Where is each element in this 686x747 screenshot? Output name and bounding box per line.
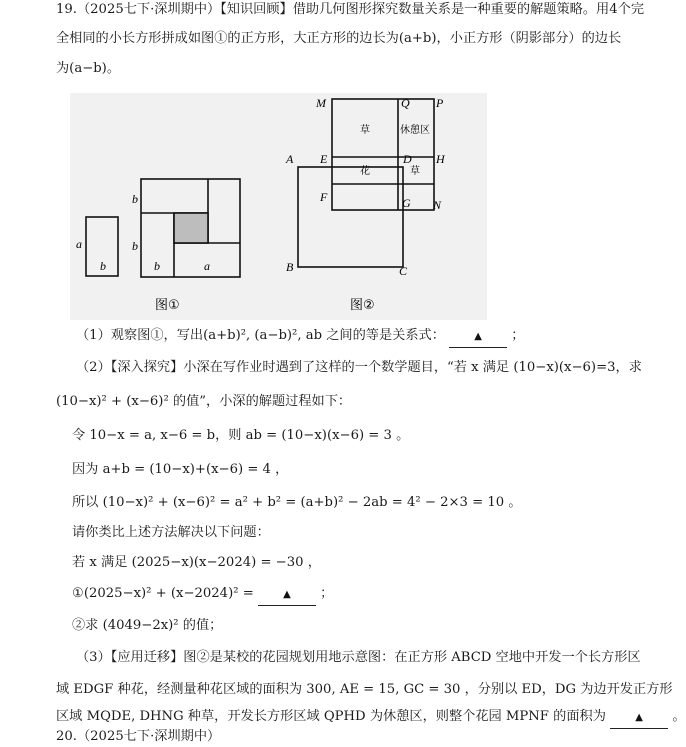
part2-prompt: 请你类比上述方法解决以下问题： xyxy=(72,525,270,540)
label-D: D xyxy=(403,152,412,166)
label-F: F xyxy=(320,190,328,204)
part3-answer-blank[interactable] xyxy=(610,707,668,729)
label-C: C xyxy=(399,264,408,278)
part3-line3-text: 区域 MQDE, DHNG 种草，开发长方形区域 QPHD 为休憩区，则整个花园 MPNF 的面积为 xyxy=(56,709,606,724)
part3-end: 。 xyxy=(672,709,686,724)
part1-text: （1）观察图①，写出(a+b)², (a−b)², ab 之间的等是关系式： xyxy=(76,328,445,343)
answer-marker-icon: ▲ xyxy=(635,712,643,723)
part2-step2: 因为 a+b = (10−x)+(x−6) = 4 ， xyxy=(72,462,289,477)
shaded-square xyxy=(174,213,208,243)
fig1-label-a-bottom: a xyxy=(204,259,210,273)
label-A: A xyxy=(286,152,294,166)
region-rest: 休憩区 xyxy=(400,125,430,136)
part2-step3: 所以 (10−x)² + (x−6)² = a² + b² = (a+b)² − 2ab = 4² − 2×3 = 10 。 xyxy=(72,495,522,510)
part1-end: ； xyxy=(511,328,525,343)
region-grass-top: 草 xyxy=(360,125,370,136)
part2-step1: 令 10−x = a, x−6 = b，则 ab = (10−x)(x−6) = 3 。 xyxy=(72,428,410,443)
fig1-label-b-side: b xyxy=(132,239,138,253)
q19-line2: 全相同的小长方形拼成如图①的正方形，大正方形的边长为(a+b)，小正方形（阴影部分）的边长 xyxy=(56,31,622,46)
fig1-label-a-left: a xyxy=(76,237,82,251)
label-H: H xyxy=(436,152,445,166)
fig2-caption: 图② xyxy=(350,298,375,313)
part2-sub1 xyxy=(72,584,333,606)
answer-marker-icon: ▲ xyxy=(474,331,482,342)
label-Q: Q xyxy=(401,96,410,110)
figure-image xyxy=(70,93,487,320)
part3-line1: （3）【应用迁移】图②是某校的花园规划用地示意图：在正方形 ABCD 空地中开发一个长方形区 xyxy=(76,650,641,665)
fig1-label-b-top: b xyxy=(132,192,138,206)
part3-line3 xyxy=(56,707,686,729)
part3-line2: 域 EDGF 种花，经测量种花区域的面积为 300, AE = 15, GC = 30 ，分别以 ED，DG 为边开发正方形 xyxy=(56,682,673,697)
part2-sub2: ②求 (4049−2x)² 的值； xyxy=(72,618,223,633)
fig1-caption: 图① xyxy=(155,298,180,313)
part2-sub1-end: ； xyxy=(320,586,334,601)
q20-header: 20.（2025七下·深圳期中） xyxy=(56,729,221,744)
part1-question xyxy=(76,326,524,348)
part2-intro1: （2）【深入探究】小深在写作业时遇到了这样的一个数学题目，“若 x 满足 (10−x)(x−6)=3，求 xyxy=(76,360,642,375)
label-E: E xyxy=(320,152,328,166)
region-grass-right: 草 xyxy=(410,166,420,177)
q19-line3: 为(a−b)。 xyxy=(56,61,121,76)
answer-marker-icon: ▲ xyxy=(283,589,291,600)
label-B: B xyxy=(286,260,294,274)
label-P: P xyxy=(436,96,444,110)
region-flower: 花 xyxy=(360,166,370,177)
sub1-answer-blank[interactable] xyxy=(258,584,316,606)
label-M: M xyxy=(316,96,326,110)
part2-given: 若 x 满足 (2025−x)(x−2024) = −30 ， xyxy=(72,555,321,570)
label-G: G xyxy=(402,196,411,210)
fig1-label-b-bottom: b xyxy=(154,259,160,273)
part2-intro2: (10−x)² + (x−6)² 的值”，小深的解题过程如下： xyxy=(56,394,352,409)
label-N: N xyxy=(433,198,442,212)
q19-line1: 19.（2025七下·深圳期中）【知识回顾】借助几何图形探究数量关系是一种重要的解题策略。用4个完 xyxy=(56,2,645,17)
part1-answer-blank[interactable] xyxy=(449,326,507,348)
fig1-label-b-inner: b xyxy=(100,259,106,273)
part2-sub1-text: ①(2025−x)² + (x−2024)² = xyxy=(72,586,254,601)
